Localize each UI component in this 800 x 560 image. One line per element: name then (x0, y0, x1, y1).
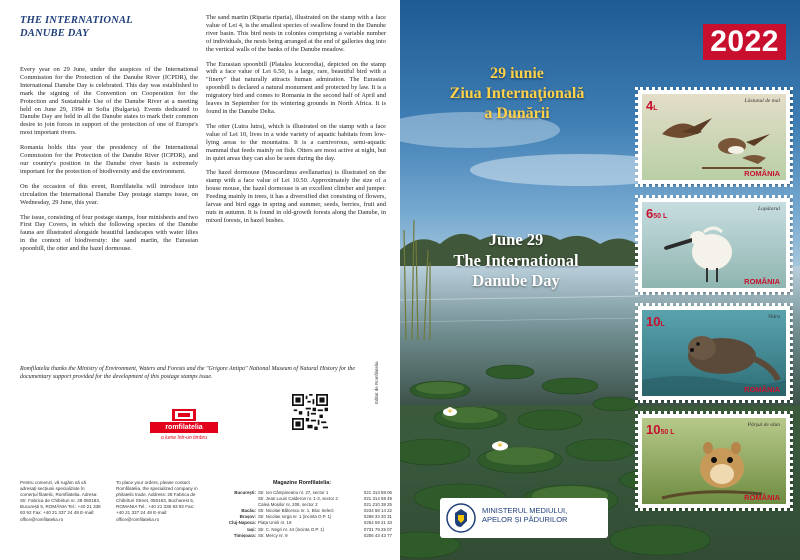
magazine-city: Cluj-Napoca: (228, 520, 256, 526)
magazine-city: Iași: (247, 526, 256, 532)
value-number: 6 (646, 206, 654, 221)
magazine-city: Timișoara: (233, 532, 256, 538)
stamp-country: ROMÂNIA (744, 493, 780, 502)
text-column-1 (20, 14, 198, 260)
paragraph-dormouse: The hazel dormouse (Muscardinus avellanarius) is illustrated on the stamp with a face value of Lei 10.50. Approximately the size of a house mouse, the hazel dormouse is an excellent climber and jumper. Feeding mainly in trees, it has a diversified diet consisting of flowers, larvae and bird eggs in spring and summer, seeds, berries, fruit and nuts in autumn. It is found in old-growth forests along the Danube, in mixed forests, in hazel bushes. (206, 169, 386, 224)
title-line-1: THE INTERNATIONAL (20, 15, 133, 26)
magazine-address: Str. C. Negri nr. 44 (incinta O.P. 1) (258, 526, 325, 532)
paragraph: Romania holds this year the presidency of the International Commission for the Protection of the Danube River (ICPDR), and our country's position in the Danube river basin is extremely important for the protection of biodiversity and the environment. (20, 144, 198, 175)
logo-slogan: o lume într-un timbru (160, 435, 208, 441)
paragraph: The issue, consisting of four postage stamps, four minisheets and two First Day Covers, in which the following species of the Danube fauna are illustrated alongside beautiful landscapes with water lilies in the context of biodiversity: the sand martin, the Eurasian spoonbill, the otter and the hazel dormouse. (20, 213, 198, 253)
magazine-phone: 0256 43 43 77 (363, 532, 392, 538)
stamp-art (642, 94, 786, 180)
magazine-city: Brașov: (239, 514, 256, 520)
paragraph: Every year on 29 June, under the auspices of the International Commission for the Protection of the Danube River (ICPDR), the International Danube Day is celebrated. This day was established to mark the signing of the Convention on Cooperation for the Protection and Sustainable Use of the Danube River at a meeting held on June 29, 1994 in Sofia (Bulgaria). Events dedicated to Danube Day are held in all the Danube states to mark their common desire to join forces in support of the protection of one of Europe's most important rivers. (20, 66, 198, 137)
magazine-title: Magazine Romfilatelia: (272, 480, 332, 486)
magazine-address: Str. Ion Câmpineanu nr. 27, sector 1 (258, 490, 329, 495)
magazine-address: Str. Nicolae Iorga nr. 1 (incinta O.P. 1) (258, 514, 332, 520)
magazine-row (212, 533, 392, 539)
value-unit: L (653, 105, 658, 112)
ro-title-line-2: Ziua Internaţională (449, 85, 585, 102)
right-page (400, 0, 800, 560)
en-title-line-3: Danube Day (472, 271, 560, 290)
stamp-hazel-dormouse (638, 414, 790, 508)
magazine-phone: 021 313 88 06 (363, 490, 392, 495)
stamp-country: ROMÂNIA (744, 277, 780, 286)
paragraph: On the occasion of this event, Romfilatelia will introduce into circulation the International Danube Day postage stamps issue, on Wednesday, 29 June, this year. (20, 182, 198, 206)
paragraph-sand-martin: The sand martin (Riparia riparia), illustrated on the stamp with a face value of Lei 4, is the smallest species of swallow found in the Danube river basin. This bird nests in colonies comprising a variable number of individuals, the nests being arranged at the end of galleries dug into the vertical walls of the banks of the Danube meadow. (206, 14, 386, 53)
ministry-logo (440, 498, 608, 538)
ministry-name (482, 506, 606, 524)
ministry-line-2: APELOR ȘI PĂDURILOR (482, 515, 568, 524)
sand-martin-icon (642, 94, 786, 180)
title-line-2: DANUBE DAY (20, 28, 89, 39)
stamp-species-name: Vidra (767, 314, 780, 320)
footer-contact-ro: Pentru comenzi, vă rugăm să vă adresați secțiunii specializate în comerțul filatelic, Romfilatelia. Adresa: Str. Fabrica de Chibrituri nr. 28 050183, București 5, ROMÂNIA Tel.: +40 21 336 93 92 Fax: +40 21 337 24 48 E-mail: office@romfilatelia.ro (20, 480, 101, 522)
stamp-sand-martin (638, 90, 790, 184)
text-column-2 (206, 14, 386, 232)
magazine-address: Str. Jean Louis Calderon nr. 1-3, sector 2 (258, 496, 338, 502)
paragraph-otter: The otter (Lutra lutra), which is illustrated on the stamp with a face value of Lei 10, lives in a wide variety of aquatic habitats from low-lying areas to the mountains. It is a carnivorous, semi-aquatic mammal that feeds mainly on fish. Otters are most active at night, but in quiet areas they can also be seen during the day. (206, 122, 386, 162)
value-number: 10 (646, 314, 661, 329)
stamp-species-name: Pârșul de alun (747, 422, 780, 428)
magazine-city: București: (234, 490, 256, 495)
value-unit: 50 L (653, 213, 668, 220)
stamp-species-name: Lopătarul (757, 206, 780, 212)
magazine-phone: 0731 79 25 07 (363, 526, 392, 532)
value-number: 10 (646, 422, 661, 437)
stamp-face-value (646, 206, 667, 221)
ro-title-line-1: 29 iunie (490, 65, 544, 82)
stamp-face-value (646, 98, 658, 113)
logo-mark-icon (171, 408, 197, 422)
ministry-line-1: MINISTERUL MEDIULUI, (482, 506, 568, 515)
stamp-species-name: Lăstunul de mal (744, 98, 780, 104)
stamp-spoonbill (638, 198, 790, 292)
value-unit: L (660, 321, 665, 328)
qr-code-icon (292, 394, 328, 430)
stamp-country: ROMÂNIA (744, 385, 780, 394)
page-title (20, 14, 198, 40)
stamp-country: ROMÂNIA (744, 169, 780, 178)
en-title-line-1: June 29 (488, 230, 544, 249)
magazine-phone: 0264 59 21 33 (363, 520, 392, 526)
english-title (410, 230, 622, 292)
paragraph-spoonbill: The Eurasian spoonbill (Platalea leucorodia), depicted on the stamp with a face value of Lei 6.50, is a large, rare, beautiful bird with a "finery" that naturally attracts human admiration. The Eurasian spoonbill is declared a natural monument and protected by law. It is a migratory bird and comes to Romania in the second half of April and leaves in September for its wintering grounds in North Africa. It is found in the Danube Delta. (206, 60, 386, 115)
vertical-note: Editat de Romfilatelia (374, 361, 379, 404)
value-number: 4 (646, 98, 654, 113)
acknowledgement: Romfilatelia thanks the Ministry of Environment, Waters and Forests and the "Grigore Antipa" National Museum of Natural History for the documentary support provided for the development of this postage stamps issue. (20, 366, 356, 380)
ro-title-line-3: a Dunării (484, 105, 550, 122)
magazine-phone: 0234 58 14 22 (363, 508, 392, 514)
romfilatelia-logo (150, 408, 218, 448)
magazine-address: Piața Unirii nr. 19 (258, 520, 292, 526)
en-title-line-2: The International (453, 250, 579, 270)
magazine-phone: 021 210 38 25 (363, 502, 392, 508)
magazine-address: Calea Moșilor nr. 208, sector 2 (258, 502, 318, 508)
ministry-emblem-icon (446, 503, 476, 533)
stamp-face-value (646, 314, 665, 329)
stamp-face-value (646, 422, 674, 437)
stamp-otter (638, 306, 790, 400)
magazine-list (212, 480, 392, 539)
magazine-address: Str. Mercy nr. 9 (258, 532, 288, 538)
magazine-address: Str. Nicolae Bălcescu nr. 1, Bloc Select (258, 508, 334, 514)
value-unit: 50 L (660, 429, 675, 436)
logo-name: romfilatelia (150, 422, 218, 433)
magazine-phone: 021 314 58 49 (363, 496, 392, 502)
magazine-city: Bacău: (241, 508, 256, 514)
issue-year: 2022 (703, 24, 786, 60)
footer-contact-en: To place your orders, please contact Romfilatelia, the specialized company in philatelic trade. Address: 28 Fabrica de Chibrituri Street, 050183, Bucharest 5, ROMANIA Tel.: +40 21 336 93 92 Fax: +40 21 337 24 48 E-mail: office@romfilatelia.ro (116, 480, 198, 522)
romanian-title (408, 64, 626, 124)
magazine-phone: 0268 33 20 31 (363, 514, 392, 520)
